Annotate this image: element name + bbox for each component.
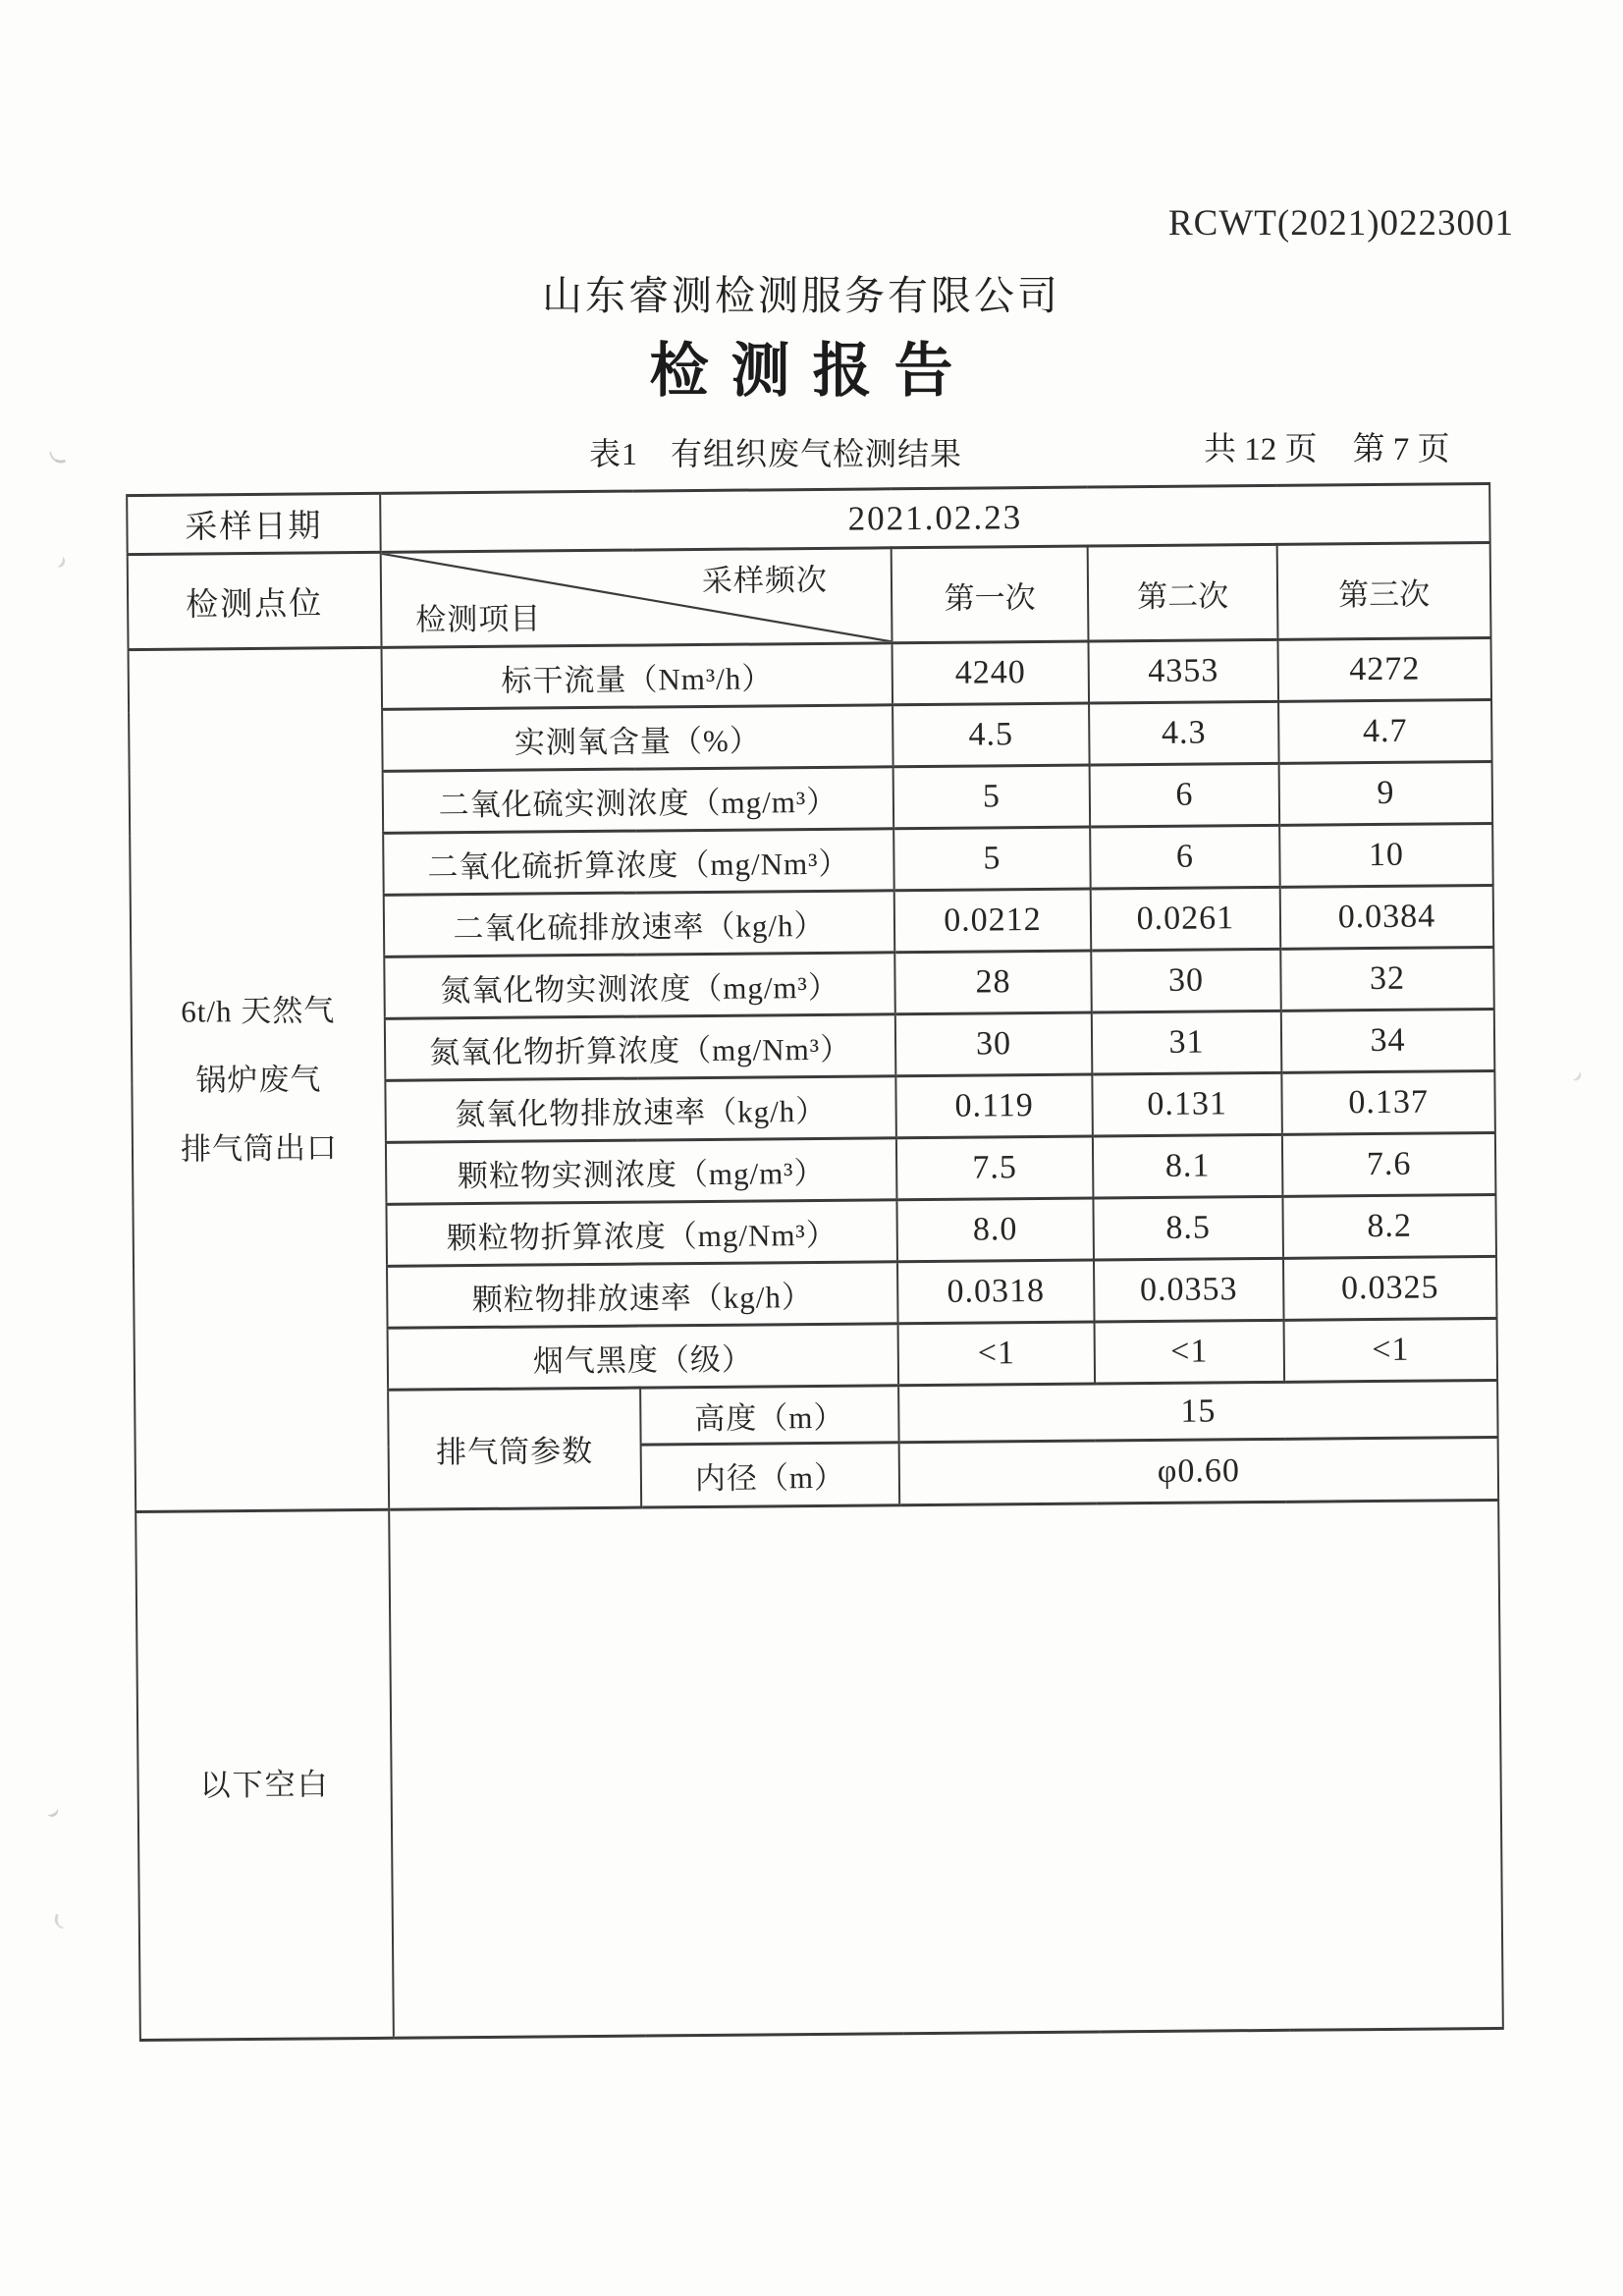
item-label: 二氧化硫排放速率（kg/h） bbox=[384, 891, 895, 957]
stack-diameter-label: 内径（m） bbox=[641, 1443, 900, 1507]
scan-speck bbox=[53, 1914, 67, 1929]
results-table bbox=[126, 482, 1504, 2042]
sampling-date-value: 2021.02.23 bbox=[380, 483, 1490, 552]
value-cell: 6 bbox=[1090, 763, 1280, 827]
value-cell: 9 bbox=[1279, 761, 1493, 825]
sampling-frequency-label: 采样频次 bbox=[701, 562, 829, 598]
item-label: 实测氧含量（%） bbox=[382, 705, 893, 772]
item-label: 颗粒物实测浓度（mg/m³） bbox=[386, 1138, 897, 1205]
value-cell: 8.5 bbox=[1093, 1196, 1283, 1260]
scan-speck bbox=[49, 448, 66, 465]
scan-speck bbox=[44, 1803, 60, 1819]
item-label: 颗粒物排放速率（kg/h） bbox=[387, 1262, 898, 1329]
scan-speck bbox=[53, 554, 67, 569]
monitoring-point-line: 排气筒出口 bbox=[180, 1129, 339, 1167]
value-cell: 5 bbox=[893, 827, 1091, 891]
stack-diameter-value: φ0.60 bbox=[899, 1437, 1499, 1504]
report-title: 检测报告 bbox=[649, 339, 976, 404]
stack-params-label: 排气筒参数 bbox=[388, 1388, 641, 1509]
value-cell: 0.0353 bbox=[1094, 1258, 1284, 1322]
value-cell: 34 bbox=[1281, 1009, 1495, 1072]
header-row bbox=[128, 542, 1491, 649]
value-cell: 0.119 bbox=[895, 1074, 1093, 1138]
item-label: 烟气黑度（级） bbox=[388, 1324, 899, 1391]
company-name: 山东睿测检测服务有限公司 bbox=[542, 273, 1060, 318]
value-cell: 4272 bbox=[1277, 637, 1491, 701]
value-cell: 0.0261 bbox=[1091, 887, 1281, 951]
test-item-label: 检测项目 bbox=[415, 601, 542, 637]
blank-below-note: 以下空白 bbox=[135, 1509, 394, 2040]
total-pages: 共 12 页 bbox=[1204, 432, 1318, 467]
item-label: 二氧化硫折算浓度（mg/Nm³） bbox=[383, 829, 894, 896]
col-header-second: 第二次 bbox=[1088, 544, 1278, 641]
item-label: 颗粒物折算浓度（mg/Nm³） bbox=[386, 1200, 897, 1267]
value-cell: 4240 bbox=[893, 641, 1090, 705]
value-cell: 4.5 bbox=[893, 703, 1090, 767]
stack-height-value: 15 bbox=[898, 1380, 1498, 1442]
diagonal-header-cell bbox=[381, 548, 893, 648]
item-label: 氮氧化物实测浓度（mg/m³） bbox=[384, 953, 895, 1019]
item-label: 二氧化硫实测浓度（mg/m³） bbox=[383, 767, 894, 834]
page-info bbox=[1204, 423, 1450, 469]
value-cell: 0.137 bbox=[1281, 1070, 1495, 1134]
monitoring-point-line: 6t/h 天然气 bbox=[181, 992, 336, 1029]
value-cell: 6 bbox=[1090, 825, 1280, 889]
value-cell: 0.0212 bbox=[894, 889, 1092, 953]
value-cell: <1 bbox=[898, 1322, 1096, 1386]
col-header-first: 第一次 bbox=[892, 546, 1089, 643]
value-cell: 0.0325 bbox=[1283, 1256, 1497, 1320]
scan-speck bbox=[1570, 1068, 1584, 1082]
value-cell: 28 bbox=[894, 951, 1092, 1014]
stack-height-label: 高度（m） bbox=[640, 1386, 898, 1445]
current-page: 第 7 页 bbox=[1352, 432, 1450, 467]
value-cell: <1 bbox=[1095, 1320, 1285, 1384]
value-cell: 0.0318 bbox=[897, 1260, 1095, 1324]
value-cell: 5 bbox=[893, 765, 1091, 829]
item-label: 标干流量（Nm³/h） bbox=[382, 643, 893, 710]
value-cell: 4.3 bbox=[1089, 701, 1279, 765]
report-number: RCWT(2021)0223001 bbox=[1168, 203, 1515, 244]
blank-area bbox=[389, 1500, 1503, 2038]
value-cell: 7.6 bbox=[1282, 1132, 1496, 1196]
monitoring-point-label: 检测点位 bbox=[128, 552, 382, 649]
value-cell: 32 bbox=[1280, 947, 1494, 1011]
value-cell: 8.2 bbox=[1282, 1194, 1496, 1258]
value-cell: 8.1 bbox=[1093, 1134, 1283, 1198]
sampling-date-label: 采样日期 bbox=[127, 493, 381, 554]
blank-row bbox=[135, 1500, 1503, 2040]
value-cell: 10 bbox=[1279, 823, 1493, 887]
monitoring-point-line: 锅炉废气 bbox=[195, 1061, 322, 1097]
value-cell: <1 bbox=[1284, 1318, 1498, 1382]
table-caption: 表1 有组织废气检测结果 bbox=[589, 436, 963, 471]
value-cell: 8.0 bbox=[896, 1198, 1094, 1262]
value-cell: 0.0384 bbox=[1280, 885, 1494, 949]
col-header-third: 第三次 bbox=[1277, 542, 1491, 639]
value-cell: 30 bbox=[1091, 949, 1281, 1012]
item-label: 氮氧化物折算浓度（mg/Nm³） bbox=[385, 1014, 896, 1081]
monitoring-point-cell bbox=[129, 647, 390, 1511]
value-cell: 7.5 bbox=[896, 1136, 1094, 1200]
item-label: 氮氧化物排放速率（kg/h） bbox=[385, 1076, 896, 1143]
value-cell: 0.131 bbox=[1092, 1072, 1282, 1136]
value-cell: 4353 bbox=[1088, 639, 1278, 703]
value-cell: 31 bbox=[1092, 1011, 1282, 1074]
value-cell: 30 bbox=[895, 1012, 1093, 1076]
value-cell: 4.7 bbox=[1278, 699, 1492, 763]
